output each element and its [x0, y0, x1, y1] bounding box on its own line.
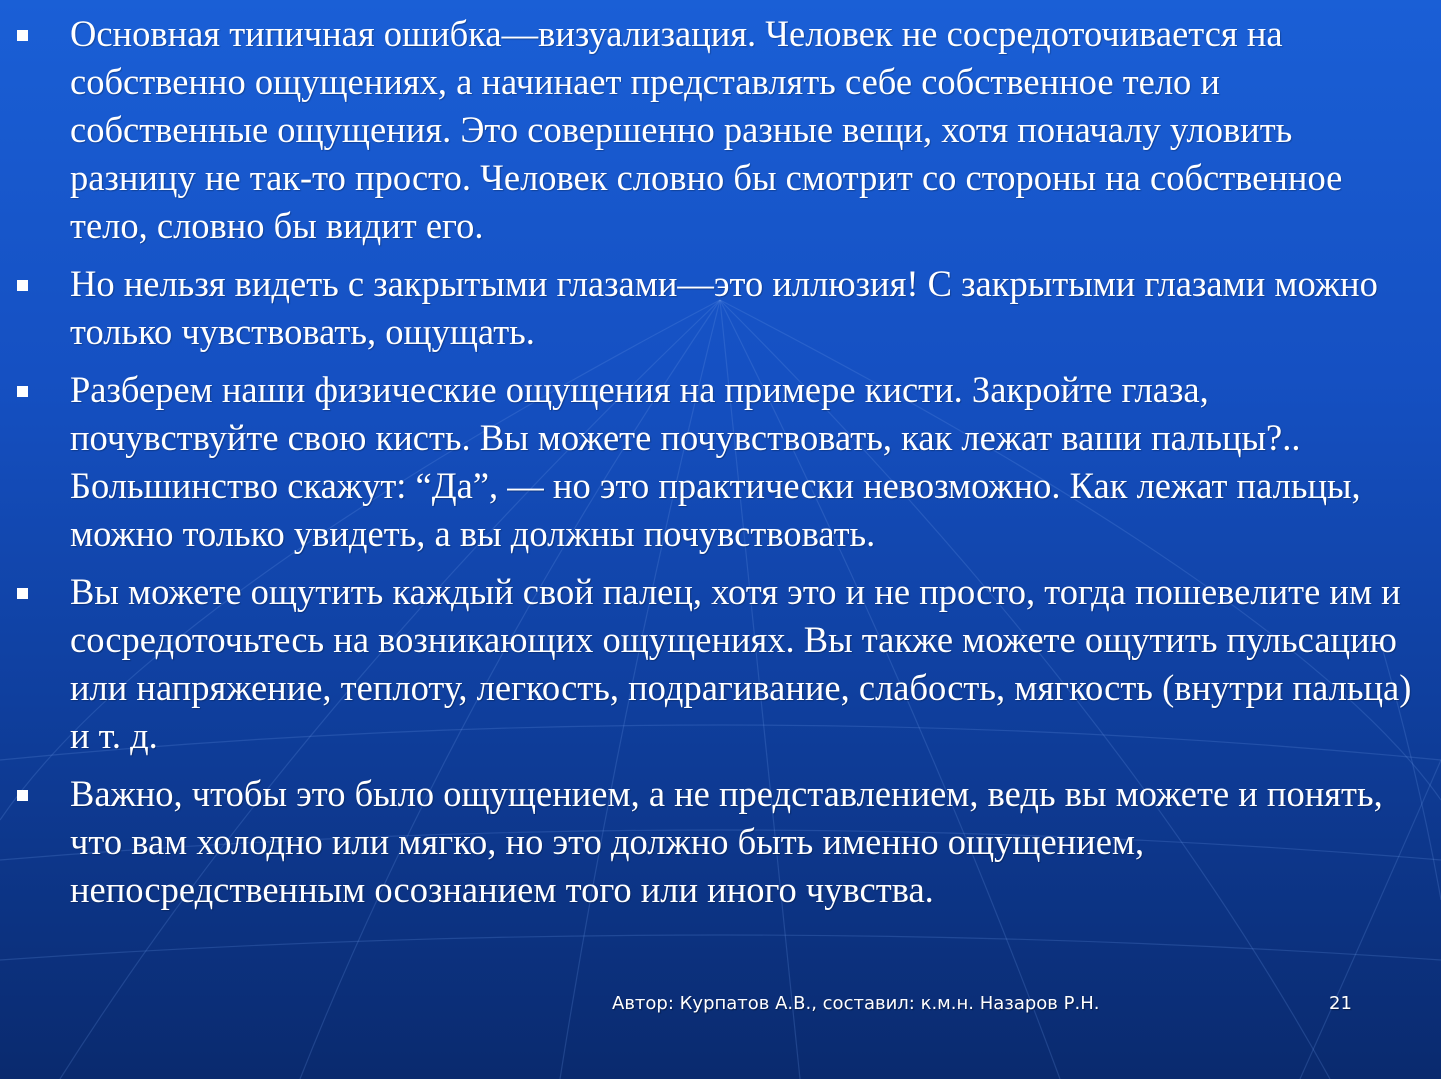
square-bullet-icon [17, 588, 28, 599]
bullet-text: Важно, чтобы это было ощущением, а не представлением, ведь вы можете и понять, что вам холодно или мягко, но это должно быть именно ощущением, непосредственным осознанием того или иного чувства. [70, 773, 1383, 910]
square-bullet-icon [17, 280, 28, 291]
page-number: 21 [1329, 993, 1352, 1014]
bullet-text: Разберем наши физические ощущения на примере кисти. Закройте глаза, почувствуйте свою кисть. Вы можете почувствовать, как лежат ваши пальцы?.. Большинство скажут: “Да”, — но это практически невозможно. Как лежат пальцы, можно только увидеть, а вы должны почувствовать. [70, 369, 1361, 554]
bullet-text: Вы можете ощутить каждый свой палец, хотя это и не просто, тогда пошевелите им и сосредоточьтесь на возникающих ощущениях. Вы также можете ощутить пульсацию или напряжение, теплоту, легкость, подрагивание, слабость, мягкость (внутри пальца) и т. д. [70, 571, 1412, 756]
square-bullet-icon [17, 790, 28, 801]
bullet-item [0, 770, 1441, 914]
footer-author: Автор: Курпатов А.В., составил: к.м.н. Назаров Р.Н. [612, 993, 1100, 1014]
bullet-item [0, 366, 1441, 558]
bullet-text: Основная типичная ошибка—визуализация. Человек не сосредоточивается на собственно ощущениях, а начинает представлять себе собственное тело и собственные ощущения. Это совершенно разные вещи, хотя поначалу уловить разницу не так-то просто. Человек словно бы смотрит со стороны на собственное тело, словно бы видит его. [70, 13, 1343, 246]
bullet-item [0, 260, 1441, 356]
bullet-item [0, 10, 1441, 250]
square-bullet-icon [17, 30, 28, 41]
bullet-text: Но нельзя видеть с закрытыми глазами—это иллюзия! С закрытыми глазами можно только чувствовать, ощущать. [70, 263, 1378, 352]
bullet-list [0, 10, 1441, 924]
bullet-item [0, 568, 1441, 760]
square-bullet-icon [17, 386, 28, 397]
